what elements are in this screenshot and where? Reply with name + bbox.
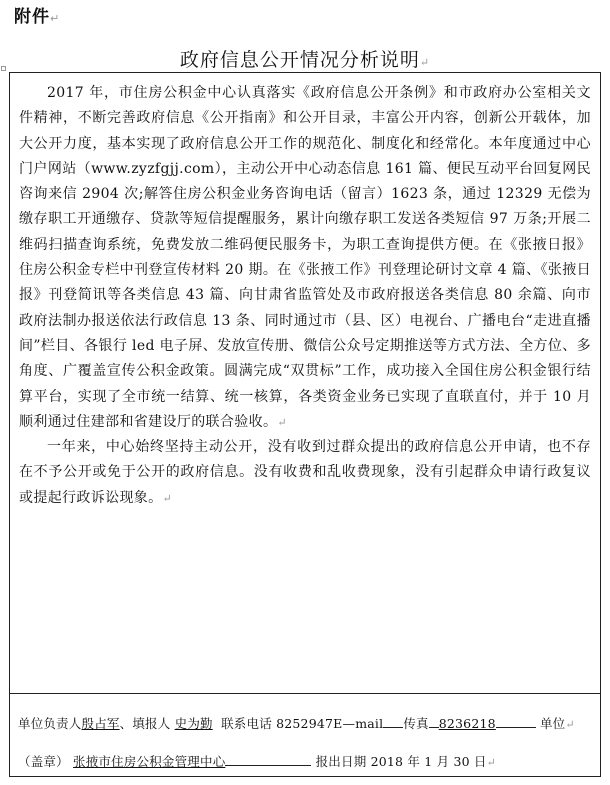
report-date: 2018 年 1 月 30 日 [370, 754, 487, 769]
date-label: 报出日期 [315, 754, 367, 769]
footer-divider [10, 693, 600, 694]
fax-label: 传真 [403, 716, 429, 731]
paragraph-mark: ↵ [50, 12, 61, 25]
unit-date-line: （盖章） 张掖市住房公积金管理中心 报出日期 2018 年 1 月 30 日↵ [18, 754, 497, 769]
paragraph-1: 2017 年，市住房公积金中心认真落实《政府信息公开条例》和市政府办公室相关文件精神，不断完善政府信息《公开指南》和公开目录，丰富公开内容，创新公开载体，加大公开力度，基本实现了政府信息公开工作的规范化、制度化和经常化。本年度通过中心门户网站（www.zyzfgjj.com），主动公开中心动态信息 161 篇、便民互动平台回复网民咨询来信 2904 次;解答住房公积金业务咨询电话（留言）1623 条，通过 12329 无偿为缴存职工开通缴存、贷款等短信提醒服务，累计向缴存职工发送各类短信 97 万条;开展二维码扫描查询系统，免费发放二维码便民服务卡，为职工查询提供方便。在《张掖日报》住房公积金专栏中刊登宣传材料 20 期。在《张掖工作》刊登理论研讨文章 4 篇、《张掖日报》刊登简讯等各类信息 43 篇、向甘肃省监管处及市政府报送各类信息 80 余篇、向市政府法制办报送依法行政信息 13 条、同时通过市（县、区）电视台、广播电台“走进直播间”栏目、各银行 led 电子屏、发放宣传册、微信公众号定期推送等方式方法、全方位、多角度、广覆盖宣传公积金政策。圆满完成“双贯标”工作，成功接入全国住房公积金银行结算平台，实现了全市统一结算、统一核算，各类资金业务已实现了直联直付，并于 10 月顺利通过住建部和省建设厅的联合验收。↵ [19, 85, 591, 430]
contact-line: 单位负责人殷占军、填报人 史为勤 联系电话 8252947E—mail 传真 8236218 单位↵ [18, 716, 575, 731]
body-text [19, 81, 591, 511]
unit-name: 张掖市住房公积金管理中心 [73, 754, 226, 769]
seal-label: （盖章） [18, 754, 69, 769]
responsible-name: 殷占军 [81, 716, 120, 731]
paragraph-mark: ↵ [419, 56, 431, 69]
unit-label: 单位 [539, 716, 566, 731]
mail-blank [383, 715, 403, 728]
paragraph-2: 一年来，中心始终坚持主动公开，没有收到过群众提出的政府信息公开申请，也不存在不予公开或免于公开的政府信息。没有收费和乱收费现象，没有引起群众申请行政复议或提起行政诉讼现象。↵ [19, 439, 591, 506]
document-title: 政府信息公开情况分析说明↵ [179, 49, 431, 71]
fax-blank-before [429, 715, 439, 728]
attachment-label: 附件↵ [14, 7, 61, 27]
fax-blank-after [496, 715, 536, 728]
responsible-label: 单位负责人 [18, 716, 82, 731]
filler-name: 史为勤 [174, 716, 213, 731]
content-frame [9, 72, 601, 777]
filler-label: 、填报人 [119, 716, 171, 731]
phone-value: 8252947E [276, 716, 343, 731]
fax-value: 8236218 [438, 716, 496, 731]
phone-label: 联系电话 [221, 716, 272, 731]
unit-name-blank [225, 753, 311, 766]
mail-label: —mail [342, 716, 384, 731]
